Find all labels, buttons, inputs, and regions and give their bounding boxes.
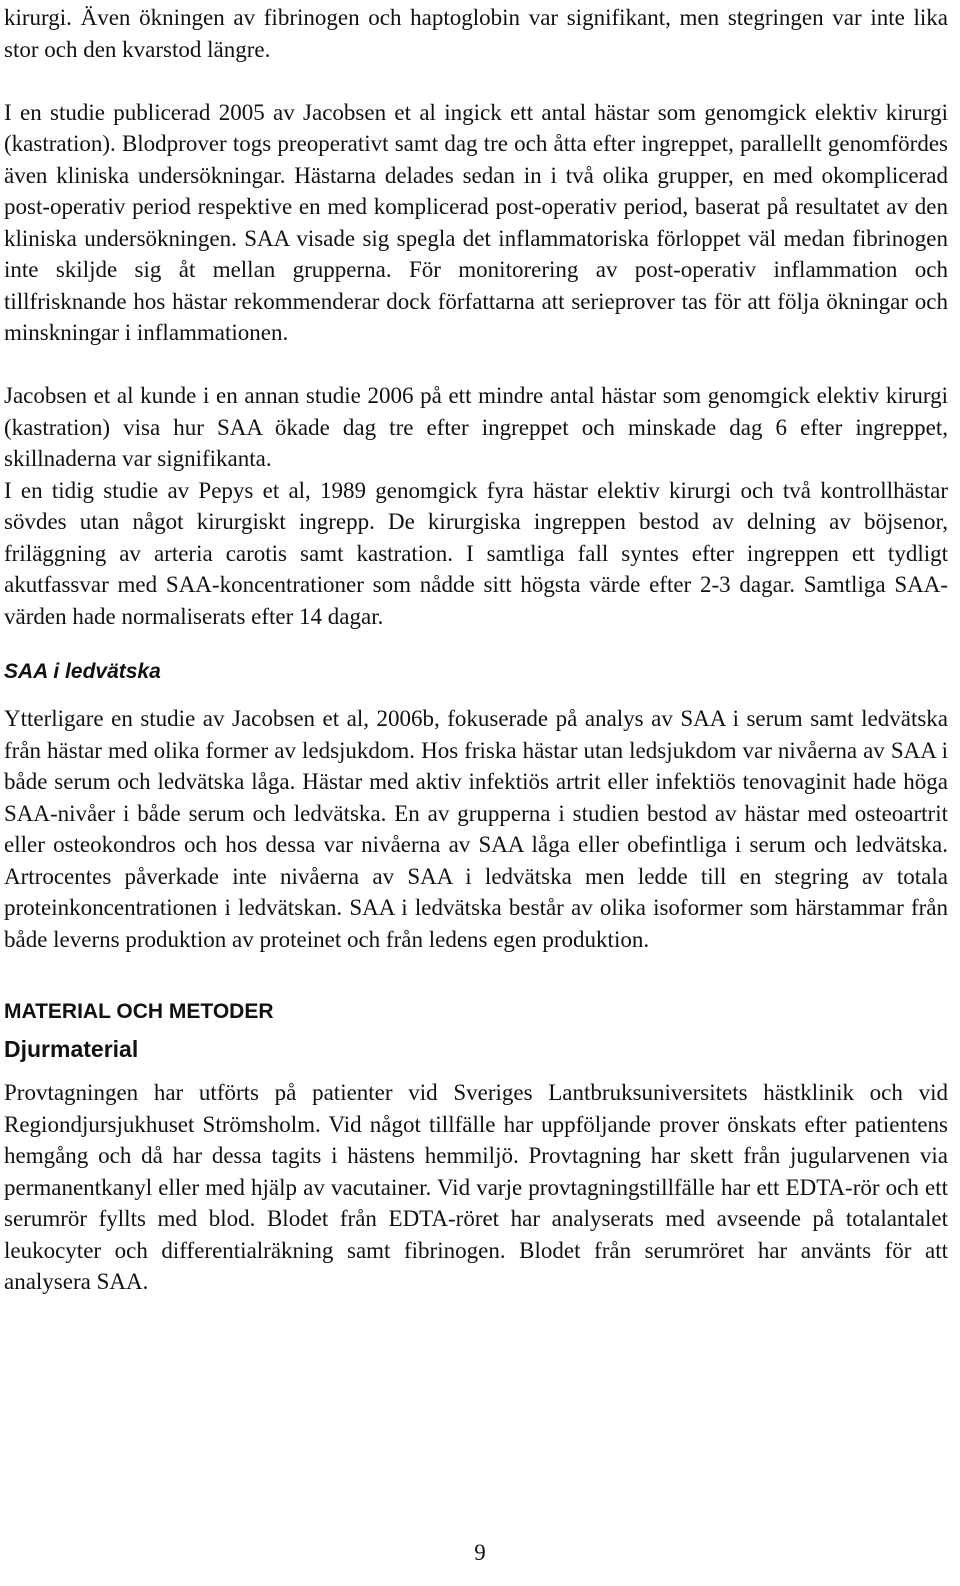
paragraph-intro-continuation: kirurgi. Även ökningen av fibrinogen och haptoglobin var signifikant, men stegringen var inte lika stor och den kvarstod längre.: [4, 5, 948, 62]
paragraph-jacobsen-2006: Jacobsen et al kunde i en annan studie 2006 på ett mindre antal hästar som genomgick elektiv kirurgi (kastration) visa hur SAA ökade dag tre efter ingreppet och minskade dag 6 efter ingreppet, skillnaderna var signifikanta.: [4, 383, 948, 471]
paragraph-jacobsen-2005: I en studie publicerad 2005 av Jacobsen et al ingick ett antal hästar som genomgick elektiv kirurgi (kastration). Blodprover togs preoperativt samt dag tre och åtta efter ingreppet, parallellt genomfördes även kliniska undersökningar. Hästarna delades sedan in i två olika grupper, en med okomplicerad post-operativ period respektive en med komplicerad post-operativ period, baserat på resultatet av den kliniska undersökningen. SAA visade sig spegla det inflammatoriska förloppet väl medan fibrinogen inte skiljde sig åt mellan grupperna. För monitorering av post-operativ inflammation och tillfrisknande hos hästar rekommenderar dock författarna att serieprover tas för att följa ökningar och minskningar i inflammationen.: [4, 99, 948, 345]
subsection-heading-djurmaterial: Djurmaterial: [4, 1036, 139, 1062]
section-heading-material-metoder: MATERIAL OCH METODER: [4, 1000, 274, 1023]
section-heading-saa-ledvatska: SAA i ledvätska: [4, 660, 161, 683]
page-number: 9: [474, 1540, 486, 1565]
paragraph-pepys-1989: I en tidig studie av Pepys et al, 1989 genomgick fyra hästar elektiv kirurgi och två kontrollhästar sövdes utan något kirurgiskt ingrepp. De kirurgiska ingreppen bestod av delning av böjsenor, friläggning av arteria carotis samt kastration. I samtliga fall syntes efter ingreppen ett tydligt akutfassvar med SAA-koncentrationer som nådde sitt högsta värde efter 2-3 dagar. Samtliga SAA-värden hade normaliserats efter 14 dagar.: [4, 477, 948, 629]
paragraph-jacobsen-2006b: Ytterligare en studie av Jacobsen et al, 2006b, fokuserade på analys av SAA i serum samt ledvätska från hästar med olika former av ledsjukdom. Hos friska hästar utan ledsjukdom var nivåerna av SAA i både serum och ledvätska låga. Hästar med aktiv infektiös artrit eller infektiös tenovaginit hade höga SAA-nivåer i både serum och ledvätska. En av grupperna i studien bestod av hästar med osteoartrit eller osteokondros och hos dessa var nivåerna av SAA låga eller obefintliga i serum och ledvätska. Artrocentes påverkade inte nivåerna av SAA i ledvätska men ledde till en stegring av totala proteinkoncentrationen i ledvätskan. SAA i ledvätska består av olika isoformer som härstammar från både leverns produktion av proteinet och från ledens egen produktion.: [4, 706, 948, 952]
paragraph-provtagning: Provtagningen har utförts på patienter vid Sveriges Lantbruksuniversitets hästklinik och vid Regiondjursjukhuset Strömsholm. Vid något tillfälle har uppföljande prover önskats efter patientens hemgång och då har dessa tagits i hästens hemmiljö. Provtagning har skett från jugularvenen via permanentkanyl eller med hjälp av vacutainer. Vid varje provtagningstillfälle har ett EDTA-rör och ett serumrör fyllts med blod. Blodet från EDTA-röret har analyserats med avseende på totalantalet leukocyter och differentialräkning samt fibrinogen. Blodet från serumröret har använts för att analysera SAA.: [4, 1080, 948, 1294]
